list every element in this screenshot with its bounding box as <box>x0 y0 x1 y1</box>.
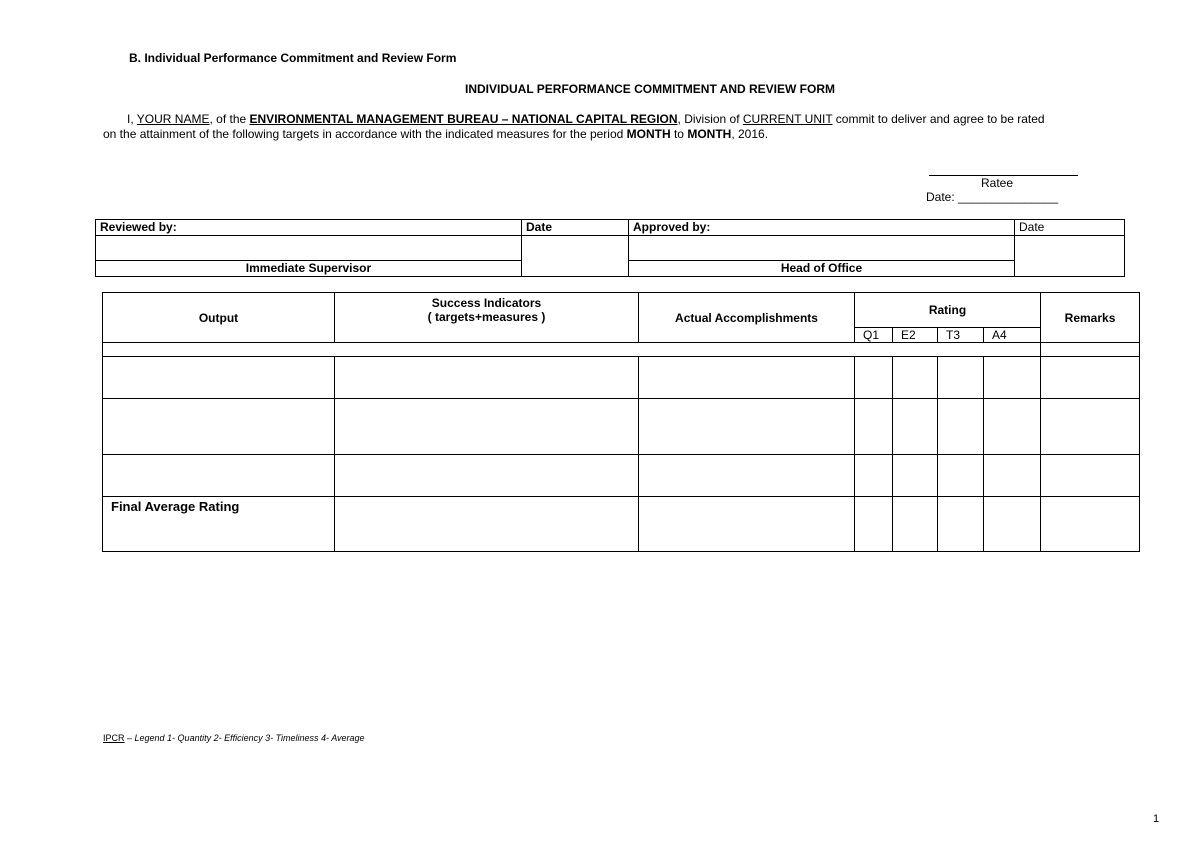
immediate-supervisor-label: Immediate Supervisor <box>96 261 522 277</box>
rating-cell[interactable] <box>855 455 893 497</box>
approver-signature-cell[interactable] <box>629 236 1015 261</box>
legend <box>103 733 365 743</box>
actual-accomplishments-header: Actual Accomplishments <box>639 293 855 343</box>
ratee-label: Ratee <box>980 176 1014 190</box>
separator-row <box>103 343 1041 357</box>
form-title: INDIVIDUAL PERFORMANCE COMMITMENT AND REVIEW FORM <box>465 82 835 96</box>
table-row <box>103 357 1140 399</box>
rating-cell[interactable] <box>893 399 938 455</box>
commitment-text-7: , 2016. <box>731 127 769 141</box>
indicator-cell[interactable] <box>335 399 639 455</box>
commitment-text-5: on the attainment of the following targets in accordance with the indicated measures for the period <box>103 127 627 141</box>
office-name: ENVIRONMENTAL MANAGEMENT BUREAU – NATIONAL CAPITAL REGION <box>249 112 678 126</box>
remarks-header: Remarks <box>1041 293 1140 343</box>
commitment-text-4: commit to deliver and agree to be rated <box>832 112 1045 126</box>
commitment-paragraph <box>103 112 1133 142</box>
page-number: 1 <box>1153 813 1160 825</box>
separator-row-remarks <box>1041 343 1140 357</box>
approval-date-label: Date <box>1015 220 1125 236</box>
accomplishment-cell[interactable] <box>639 455 855 497</box>
table-row <box>103 399 1140 455</box>
rating-cell[interactable] <box>893 455 938 497</box>
indicator-cell[interactable] <box>335 357 639 399</box>
commitment-text-3: , Division of <box>677 112 743 126</box>
rating-col-t3: T3 <box>938 328 984 343</box>
rating-cell[interactable] <box>984 455 1041 497</box>
indicator-cell[interactable] <box>335 497 639 552</box>
rating-cell[interactable] <box>938 357 984 399</box>
output-header: Output <box>103 293 335 343</box>
month-from: MONTH <box>626 127 671 141</box>
remarks-cell[interactable] <box>1041 455 1140 497</box>
review-date-cell[interactable] <box>522 236 629 277</box>
approval-date-cell[interactable] <box>1015 236 1125 277</box>
ratee-date: Date: _______________ <box>926 190 1059 204</box>
commitment-text-2: , of the <box>209 112 250 126</box>
success-indicators-header <box>335 293 639 343</box>
rating-col-q1: Q1 <box>855 328 893 343</box>
success-indicators-subtitle: ( targets+measures ) <box>427 310 546 324</box>
accomplishment-cell[interactable] <box>639 357 855 399</box>
reviewer-signature-cell[interactable] <box>96 236 522 261</box>
rating-cell[interactable] <box>893 357 938 399</box>
legend-text: – Legend 1- Quantity 2- Efficiency 3- Timeliness 4- Average <box>124 733 365 743</box>
rating-col-a4: A4 <box>984 328 1041 343</box>
review-approval-table <box>95 219 1125 277</box>
indicator-cell[interactable] <box>335 455 639 497</box>
rating-cell[interactable] <box>855 357 893 399</box>
rating-cell[interactable] <box>893 497 938 552</box>
rating-cell[interactable] <box>984 399 1041 455</box>
accomplishment-cell[interactable] <box>639 497 855 552</box>
ipcr-table <box>102 292 1140 552</box>
unit-name: CURRENT UNIT <box>742 112 833 126</box>
output-cell[interactable] <box>103 357 335 399</box>
rating-cell[interactable] <box>855 399 893 455</box>
remarks-cell[interactable] <box>1041 497 1140 552</box>
commitment-text-1: I, <box>127 112 137 126</box>
rating-cell[interactable] <box>855 497 893 552</box>
legend-abbr: IPCR <box>103 733 125 743</box>
rating-col-e2: E2 <box>893 328 938 343</box>
remarks-cell[interactable] <box>1041 399 1140 455</box>
table-row <box>103 455 1140 497</box>
reviewed-by-label: Reviewed by: <box>96 220 522 236</box>
success-indicators-title: Success Indicators <box>431 296 542 310</box>
output-cell[interactable] <box>103 399 335 455</box>
output-cell[interactable] <box>103 455 335 497</box>
rating-header: Rating <box>855 293 1041 328</box>
section-heading: B. Individual Performance Commitment and Review Form <box>129 51 457 65</box>
accomplishment-cell[interactable] <box>639 399 855 455</box>
commitment-text-6: to <box>670 127 688 141</box>
rating-cell[interactable] <box>984 357 1041 399</box>
rating-cell[interactable] <box>938 399 984 455</box>
review-date-label: Date <box>522 220 629 236</box>
final-average-row <box>103 497 1140 552</box>
head-of-office-label: Head of Office <box>629 261 1015 277</box>
ratee-name: YOUR NAME <box>136 112 210 126</box>
remarks-cell[interactable] <box>1041 357 1140 399</box>
approved-by-label: Approved by: <box>629 220 1015 236</box>
rating-cell[interactable] <box>938 497 984 552</box>
month-to: MONTH <box>687 127 732 141</box>
rating-cell[interactable] <box>984 497 1041 552</box>
rating-cell[interactable] <box>938 455 984 497</box>
final-average-label: Final Average Rating <box>103 497 335 552</box>
